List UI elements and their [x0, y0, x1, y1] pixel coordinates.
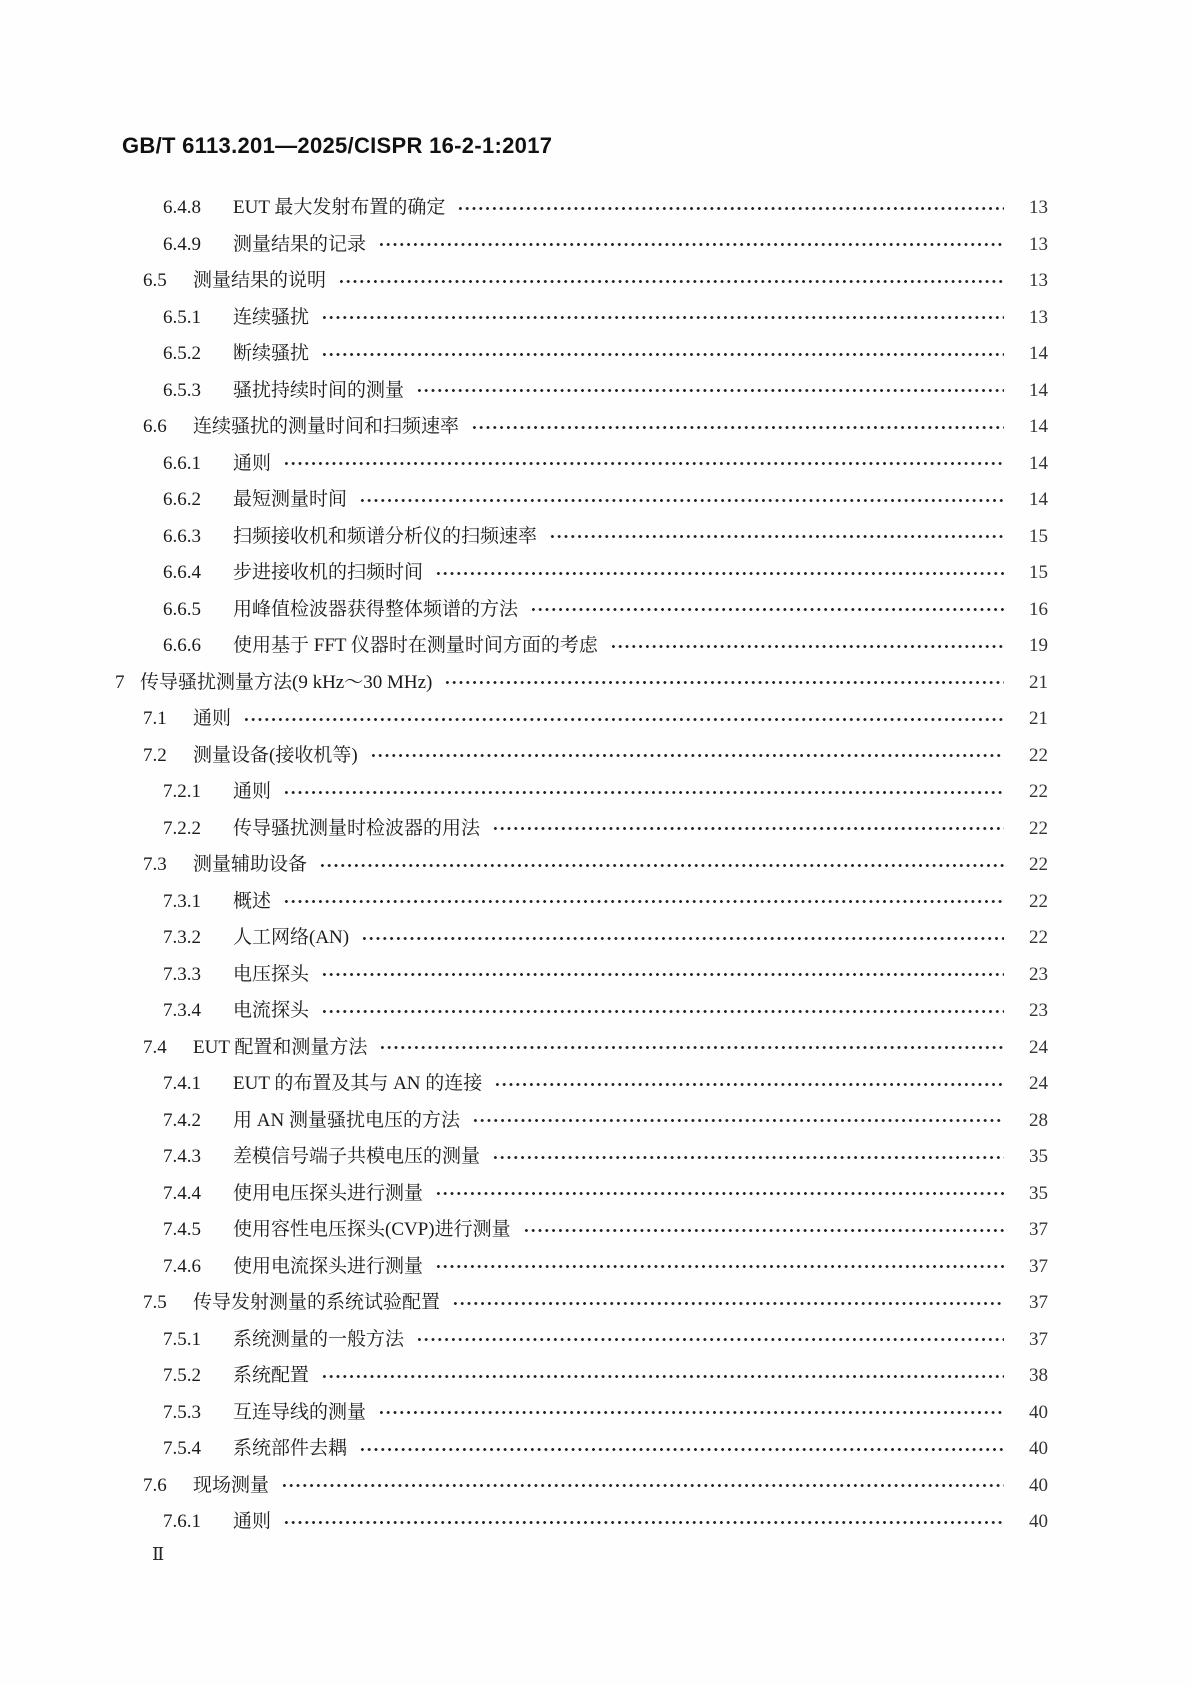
- toc-entry-page: 22: [1029, 890, 1048, 912]
- toc-entry-title: 测量结果的说明: [193, 270, 327, 291]
- toc-entry-title: 人工网络(AN): [233, 927, 350, 948]
- toc-entry: [0, 446, 1191, 483]
- toc-entry: [0, 1358, 1191, 1395]
- toc-entry-page: 19: [1029, 635, 1048, 656]
- toc-entry-number: 6.6.3: [163, 525, 201, 547]
- toc-entry-number: 6.5.2: [163, 343, 201, 364]
- toc-entry-number: 7.3.4: [163, 1000, 201, 1021]
- toc-leader-dots: [321, 957, 1004, 994]
- toc-entry-number: 7.2.1: [163, 781, 201, 802]
- toc-entry-title: 使用电流探头进行测量: [233, 1255, 424, 1277]
- toc-entry-title: 现场测量: [193, 1474, 270, 1496]
- toc-entry-title: 通则: [233, 1511, 272, 1532]
- toc-entry: [0, 592, 1191, 629]
- toc-entry-page: 40: [1029, 1438, 1048, 1459]
- toc-leader-dots: [283, 446, 1004, 483]
- toc-entry-page: 23: [1029, 963, 1048, 985]
- toc-entry-number: 6.6: [143, 416, 167, 437]
- toc-entry: [0, 738, 1191, 775]
- toc-entry-number: 6.5.3: [163, 379, 201, 401]
- toc-entry-title: 系统配置: [233, 1365, 310, 1386]
- toc-entry: [0, 1431, 1191, 1468]
- toc-leader-dots: [416, 373, 1004, 410]
- toc-leader-dots: [435, 1249, 1004, 1286]
- toc-entry: [0, 1468, 1191, 1505]
- toc-entry: [0, 1139, 1191, 1176]
- toc-entry-page: 37: [1029, 1328, 1048, 1350]
- toc-entry-page: 14: [1029, 379, 1048, 401]
- toc-entry-title: 测量辅助设备: [193, 854, 308, 875]
- toc-leader-dots: [492, 811, 1004, 848]
- toc-entry: [0, 993, 1191, 1030]
- toc-leader-dots: [457, 190, 1004, 227]
- toc-entry: [0, 482, 1191, 519]
- toc-entry-title: 连续骚扰: [233, 306, 310, 328]
- toc-entry-number: 7.6: [143, 1474, 167, 1496]
- toc-leader-dots: [283, 1504, 1004, 1541]
- toc-leader-dots: [283, 884, 1004, 921]
- toc-entry: [0, 628, 1191, 665]
- toc-entry: [0, 665, 1191, 702]
- toc-entry-page: 14: [1029, 343, 1048, 364]
- toc-leader-dots: [610, 628, 1004, 665]
- toc-entry-page: 35: [1029, 1182, 1048, 1204]
- toc-entry-page: 21: [1029, 671, 1048, 693]
- toc-entry-title: 测量结果的记录: [233, 233, 367, 255]
- toc-entry-page: 14: [1029, 489, 1048, 510]
- toc-entry-number: 7.4.3: [163, 1146, 201, 1167]
- toc-entry: [0, 190, 1191, 227]
- toc-entry-title: 传导发射测量的系统试验配置: [193, 1292, 441, 1313]
- toc-leader-dots: [378, 1395, 1004, 1432]
- toc-entry-title: 电流探头: [233, 1000, 310, 1021]
- toc-entry-title: 通则: [233, 452, 272, 474]
- toc-entry-page: 15: [1029, 525, 1048, 547]
- toc-leader-dots: [338, 263, 1004, 300]
- toc-leader-dots: [321, 300, 1004, 337]
- toc-entry-title: EUT 配置和测量方法: [193, 1036, 368, 1058]
- toc-leader-dots: [494, 1066, 1004, 1103]
- toc-entry-number: 6.6.1: [163, 452, 201, 474]
- toc-entry-number: 7.5.4: [163, 1438, 201, 1459]
- toc-entry: [0, 227, 1191, 264]
- toc-entry-page: 24: [1029, 1036, 1048, 1058]
- toc-entry-title: 互连导线的测量: [233, 1401, 367, 1423]
- toc-entry-title: 步进接收机的扫频时间: [233, 562, 424, 583]
- toc-entry-number: 7.6.1: [163, 1511, 201, 1532]
- toc-entry-page: 22: [1029, 854, 1048, 875]
- toc-entry: [0, 920, 1191, 957]
- toc-entry-number: 7.2.2: [163, 817, 201, 839]
- toc-entry-page: 22: [1029, 817, 1048, 839]
- toc-entry: [0, 519, 1191, 556]
- toc-leader-dots: [452, 1285, 1004, 1322]
- toc-entry-page: 37: [1029, 1255, 1048, 1277]
- toc-leader-dots: [523, 1212, 1004, 1249]
- toc-entry-number: 6.6.5: [163, 598, 201, 620]
- toc-leader-dots: [492, 1139, 1004, 1176]
- toc-entry-number: 6.6.6: [163, 635, 201, 656]
- toc-entry-page: 14: [1029, 452, 1048, 474]
- toc-entry-title: 扫频接收机和频谱分析仪的扫频速率: [233, 525, 538, 547]
- toc-entry-page: 21: [1029, 708, 1048, 729]
- toc-entry: [0, 1322, 1191, 1359]
- toc-entry-page: 22: [1029, 781, 1048, 802]
- toc-entry-page: 24: [1029, 1073, 1048, 1094]
- toc-entry: [0, 1504, 1191, 1541]
- toc-entry-title: 通则: [193, 708, 232, 729]
- toc-entry-page: 13: [1029, 233, 1048, 255]
- toc-entry-number: 7.4.4: [163, 1182, 201, 1204]
- toc-entry: [0, 1212, 1191, 1249]
- toc-entry-title: EUT 最大发射布置的确定: [233, 197, 446, 218]
- toc-entry-page: 38: [1029, 1365, 1048, 1386]
- toc-entry-title: 使用容性电压探头(CVP)进行测量: [233, 1219, 511, 1240]
- toc-entry: [0, 1103, 1191, 1140]
- toc-leader-dots: [472, 1103, 1004, 1140]
- toc-entry: [0, 1285, 1191, 1322]
- toc-entry-title: 骚扰持续时间的测量: [233, 379, 405, 401]
- standard-number-header: GB/T 6113.201—2025/CISPR 16-2-1:2017: [122, 133, 553, 158]
- toc-leader-dots: [359, 482, 1004, 519]
- toc-entry-title: 电压探头: [233, 963, 310, 985]
- toc-entry-page: 40: [1029, 1474, 1048, 1496]
- toc-entry: [0, 1066, 1191, 1103]
- toc-leader-dots: [243, 701, 1004, 738]
- toc-entry: [0, 1030, 1191, 1067]
- toc-entry: [0, 957, 1191, 994]
- toc-leader-dots: [416, 1322, 1004, 1359]
- toc-leader-dots: [370, 738, 1004, 775]
- toc-entry-page: 23: [1029, 1000, 1048, 1021]
- toc-entry-title: EUT 的布置及其与 AN 的连接: [233, 1073, 483, 1094]
- toc-leader-dots: [321, 336, 1004, 373]
- toc-entry-page: 15: [1029, 562, 1048, 583]
- toc-entry-number: 7.3.2: [163, 927, 201, 948]
- toc-entry-number: 7.4: [143, 1036, 167, 1058]
- toc-entry-title: 用峰值检波器获得整体频谱的方法: [233, 598, 519, 620]
- page-number-footer: Ⅱ: [152, 1544, 165, 1564]
- toc-entry-title: 系统测量的一般方法: [233, 1328, 405, 1350]
- toc-entry-number: 7.3: [143, 854, 167, 875]
- toc-entry-number: 6.4.8: [163, 197, 201, 218]
- toc-entry-title: 传导骚扰测量方法(9 kHz～30 MHz): [140, 671, 433, 693]
- toc-entry-title: 传导骚扰测量时检波器的用法: [233, 817, 481, 839]
- toc-entry-title: 最短测量时间: [233, 489, 348, 510]
- toc-entry: [0, 847, 1191, 884]
- toc-entry-title: 使用基于 FFT 仪器时在测量时间方面的考虑: [233, 635, 598, 656]
- toc-entry-title: 概述: [233, 890, 272, 912]
- toc-entry: [0, 774, 1191, 811]
- toc-entry-page: 22: [1029, 927, 1048, 948]
- toc-entry-number: 7.5.2: [163, 1365, 201, 1386]
- toc-entry-title: 系统部件去耦: [233, 1438, 348, 1459]
- toc-entry-page: 40: [1029, 1401, 1048, 1423]
- toc-entry-number: 7.1: [143, 708, 167, 729]
- toc-leader-dots: [319, 847, 1004, 884]
- toc-entry-title: 差模信号端子共模电压的测量: [233, 1146, 481, 1167]
- toc-entry: [0, 1176, 1191, 1213]
- toc-leader-dots: [379, 1030, 1004, 1067]
- toc-entry: [0, 373, 1191, 410]
- toc-entry-number: 7.3.3: [163, 963, 201, 985]
- toc-entry-page: 28: [1029, 1109, 1048, 1131]
- toc-entry-page: 16: [1029, 598, 1048, 620]
- toc-entry: [0, 884, 1191, 921]
- toc-entry-number: 7.4.2: [163, 1109, 201, 1131]
- toc-entry-page: 37: [1029, 1292, 1048, 1313]
- toc-entry-title: 通则: [233, 781, 272, 802]
- toc-entry-page: 40: [1029, 1511, 1048, 1532]
- toc-leader-dots: [444, 665, 1004, 702]
- toc-entry-page: 35: [1029, 1146, 1048, 1167]
- toc-leader-dots: [378, 227, 1004, 264]
- toc-entry: [0, 555, 1191, 592]
- toc-entry: [0, 300, 1191, 337]
- toc-entry: [0, 1395, 1191, 1432]
- toc-entry-number: 7.3.1: [163, 890, 201, 912]
- toc-entry: [0, 263, 1191, 300]
- toc-entry-number: 6.5.1: [163, 306, 201, 328]
- toc-entry-number: 6.6.2: [163, 489, 201, 510]
- toc-leader-dots: [549, 519, 1004, 556]
- toc-entry: [0, 409, 1191, 446]
- toc-entry-number: 7.4.5: [163, 1219, 201, 1240]
- toc-entry: [0, 811, 1191, 848]
- table-of-contents: [0, 190, 1191, 1541]
- toc-entry-number: 7.4.6: [163, 1255, 201, 1277]
- toc-entry-page: 13: [1029, 306, 1048, 328]
- toc-leader-dots: [471, 409, 1004, 446]
- toc-leader-dots: [283, 774, 1004, 811]
- toc-entry: [0, 336, 1191, 373]
- toc-leader-dots: [435, 555, 1004, 592]
- toc-leader-dots: [361, 920, 1004, 957]
- toc-entry-page: 13: [1029, 197, 1048, 218]
- toc-leader-dots: [321, 1358, 1004, 1395]
- toc-leader-dots: [435, 1176, 1004, 1213]
- toc-entry-title: 用 AN 测量骚扰电压的方法: [233, 1109, 460, 1131]
- toc-entry: [0, 1249, 1191, 1286]
- toc-entry-page: 13: [1029, 270, 1048, 291]
- toc-entry-title: 连续骚扰的测量时间和扫频速率: [193, 416, 460, 437]
- toc-entry-number: 7.2: [143, 744, 167, 766]
- toc-entry-number: 6.4.9: [163, 233, 201, 255]
- toc-entry-number: 7: [115, 671, 125, 693]
- toc-entry-number: 6.6.4: [163, 562, 201, 583]
- toc-entry: [0, 701, 1191, 738]
- toc-entry-title: 断续骚扰: [233, 343, 310, 364]
- toc-entry-page: 37: [1029, 1219, 1048, 1240]
- toc-entry-title: 使用电压探头进行测量: [233, 1182, 424, 1204]
- toc-leader-dots: [359, 1431, 1004, 1468]
- toc-leader-dots: [321, 993, 1004, 1030]
- toc-entry-number: 7.4.1: [163, 1073, 201, 1094]
- toc-leader-dots: [530, 592, 1004, 629]
- toc-entry-title: 测量设备(接收机等): [193, 744, 358, 766]
- toc-entry-number: 7.5.3: [163, 1401, 201, 1423]
- toc-entry-page: 22: [1029, 744, 1048, 766]
- toc-entry-number: 6.5: [143, 270, 167, 291]
- toc-entry-page: 14: [1029, 416, 1048, 437]
- toc-entry-number: 7.5.1: [163, 1328, 201, 1350]
- toc-leader-dots: [281, 1468, 1004, 1505]
- toc-entry-number: 7.5: [143, 1292, 167, 1313]
